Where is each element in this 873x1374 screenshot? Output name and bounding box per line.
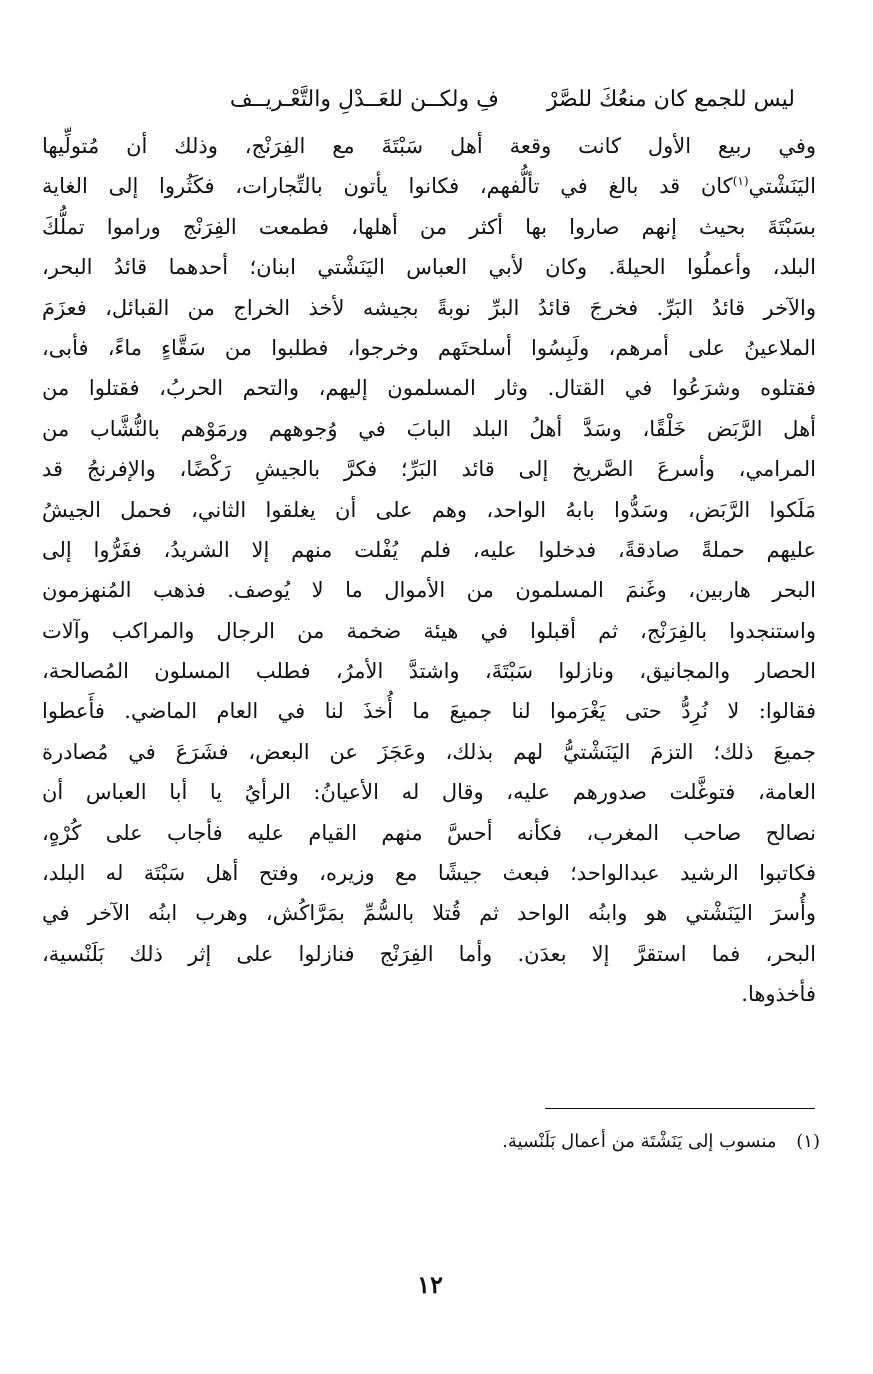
footnote-marker: (١) — [796, 1131, 820, 1152]
body-line: عليهم حملةً صادقةً، فدخلوا عليه، فلم يُفْلت منهم إلا الشريدُ، ففَرُّوا إلى — [42, 537, 816, 562]
body-line: فأخذوها. — [741, 982, 816, 1007]
body-line: البلد، وأعملُوا الحيلةَ. وكان لأبي العباس اليَنَشْتي ابنان؛ أحدهما قائدُ البحر، — [42, 255, 816, 280]
body-line-start: اليَنَشْتي — [748, 174, 816, 199]
body-line-rest: كان قد بالغ في تألُّفهم، فكانوا يأتون بالتِّجارات، فكَثُروا إلى الغاية — [42, 174, 733, 199]
body-line: أهل الرَّبَض خَلْقًا، وسَدَّ أهلُ البلد البابَ في وُجوههم ورمَوْهم بالنُّشَّاب من — [42, 416, 816, 441]
body-line: فقتلوه وشرَعُوا في القتال. وثار المسلمون إليهم، والتحم الحربُ، فقتلوا من — [42, 376, 816, 401]
body-line: وأُسرَ اليَنَشْتي هو وابنُه الواحد ثم قُتلا بالسُّمِّ بمَرَّاكُش، وهرب ابنُه الآخر في — [42, 901, 816, 926]
body-line: الحصار والمجانيق، ونازلوا سَبْتَةَ، واشتدَّ الأمرُ، فطلب المسلون المُصالحة، — [42, 659, 816, 684]
body-line: فكاتبوا الرشيد عبدالواحد؛ فبعث جيشًا مع وزيره، وفتح أهل سَبْتَة له البلد، — [42, 861, 816, 886]
footnote — [300, 1125, 820, 1159]
verse-hemistich-left: فِ ولكــن للعَــدْلِ والتَّعْـريــف — [229, 87, 499, 112]
body-line: واستنجدوا بالفِرَنْج، ثم أقبلوا في هيئة ضخمة من الرجال والمراكب وآلات — [42, 618, 816, 643]
body-line: والآخر قائدُ البَرِّ. فخرجَ قائدُ البرِّ نوبةً بجيشه لأخذ الخراج من القبائل، فعزَمَ — [42, 295, 816, 320]
body-line: البحر، فما استقرَّ إلا بعدَن. وأما الفِرَنْج فنازلوا على إثر ذلك بَلَنْسية، — [42, 941, 816, 966]
body-line: وفي ربيع الأول كانت وقعة أهل سَبْتَةَ مع الفِرَنْج، وذلك أن مُتولِّيها — [42, 134, 816, 158]
page-number: ١٢ — [417, 1270, 443, 1299]
body-line: بسَبْتَةَ بحيث إنهم صاروا بها أكثر من أهلها، فطمعت الفِرَنْج وراموا تملُّكَ — [42, 214, 816, 239]
body-text — [42, 126, 816, 1015]
poetry-verse — [80, 82, 795, 118]
footnote-reference: (١) — [732, 174, 749, 189]
body-line: المرامي، وأسرعَ الصَّريخ إلى قائد البَرِّ؛ فكرَّ بالجيشِ رَكْضًا، والإفرنجُ قد — [42, 457, 816, 482]
body-line: مَلَكوا الرَّبَض، وسَدُّوا بابهُ الواحد، وهم على أن يغلقوا الثاني، فحمل الجيشُ — [42, 497, 816, 522]
footnote-text: منسوب إلى يَنَشْتَة من أعمال بَلَنْسية. — [502, 1131, 777, 1152]
verse-hemistich-right: ليس للجمع كان منعُكَ للصَّرْ — [546, 87, 795, 112]
body-line: الملاعينُ على أمرهم، ولَبِسُوا أسلحتَهم وخرجوا، فطلبوا من سَقَّاءٍ ماءً، فأبى، — [42, 335, 816, 360]
body-line: جميعَ ذلك؛ التزمَ اليَنَشْتيُّ لهم بذلك، وعَجَزَ عن البعض، فشَرَعَ في مُصادرة — [42, 739, 816, 764]
body-line: فقالوا: لا نُرِدُّ حتى يَغْرَموا لنا جميعَ ما أُخذَ لنا في العام الماضي. فأَعطوا — [42, 699, 816, 724]
body-line — [42, 166, 816, 206]
footnote-separator — [545, 1108, 815, 1109]
body-line: نصالح صاحب المغرب، فكأنه أحسَّ منهم القيام عليه فأجاب على كُرْهٍ، — [42, 820, 816, 845]
body-line: العامة، فتوغَّلت صدورهم عليه، وقال له الأعيانُ: الرأيُ يا أبا العباس أن — [42, 780, 816, 805]
body-line: البحر هاربين، وغَنمَ المسلمون من الأموال ما لا يُوصف. فذهب المُنهزمون — [42, 578, 816, 603]
